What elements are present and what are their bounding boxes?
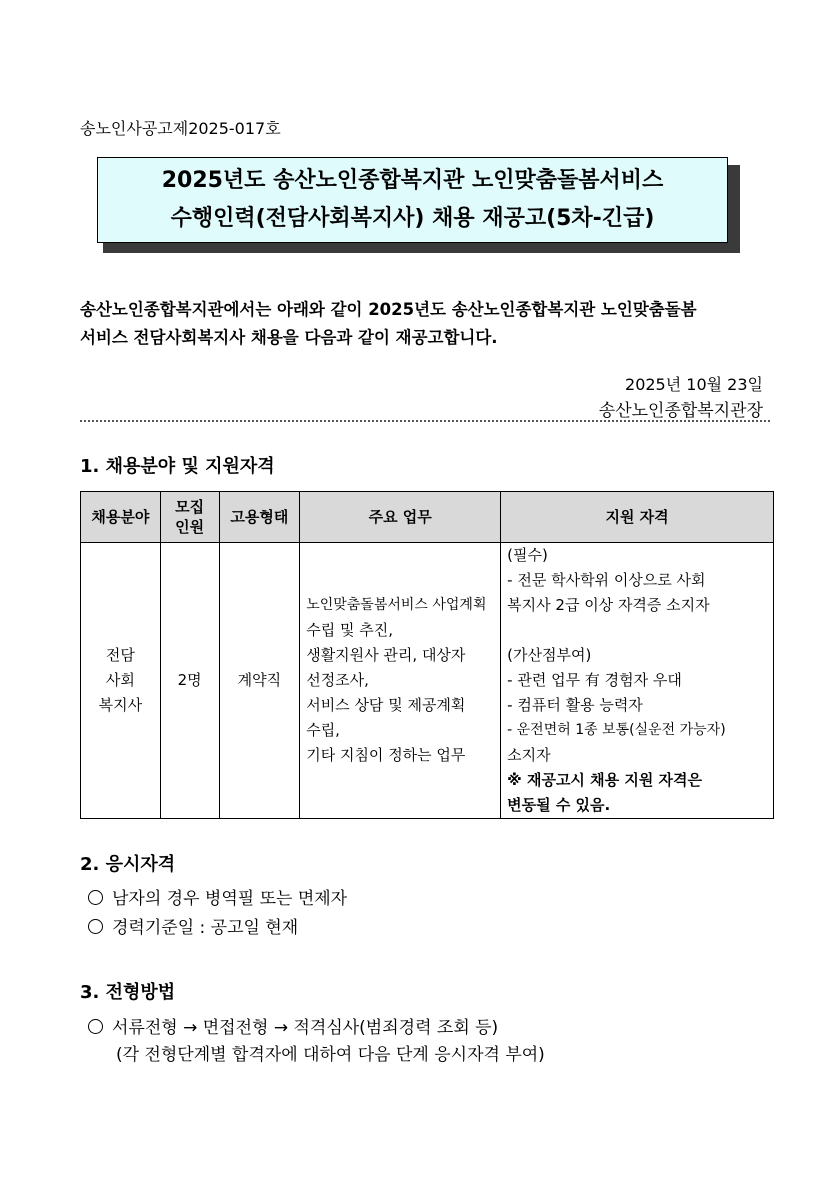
duty-line: 서비스 상담 및 제공계획 xyxy=(306,696,466,714)
circle-bullet-icon xyxy=(88,919,103,934)
notice-number: 송노인사공고제2025-017호 xyxy=(80,119,281,138)
list-item xyxy=(88,913,298,938)
qual-note-line-2: 변동될 수 있음. xyxy=(507,796,611,814)
list-item-text: 남자의 경우 병역필 또는 면제자 xyxy=(112,889,348,909)
recruitment-table xyxy=(80,491,774,819)
title-box xyxy=(97,157,728,243)
list-item xyxy=(88,884,347,909)
qual-line: - 컴퓨터 활용 능력자 xyxy=(507,696,643,714)
title-line-1: 2025년도 송산노인종합복지관 노인맞춤돌봄서비스 xyxy=(161,168,664,193)
duty-line: 생활지원사 관리, 대상자 xyxy=(306,646,466,664)
circle-bullet-icon xyxy=(88,890,103,905)
field-line-1: 전담 xyxy=(105,646,135,664)
header-field: 채용분야 xyxy=(81,492,161,543)
section-3-title: 3. 전형방법 xyxy=(80,982,176,1003)
table-header-row xyxy=(81,492,774,543)
duty-line: 기타 지침이 정하는 업무 xyxy=(306,746,466,764)
title-line-2: 수행인력(전담사회복지사) 채용 재공고(5차-긴급) xyxy=(170,206,655,231)
duty-line: 수립 및 추진, xyxy=(306,621,393,639)
cell-type: 계약직 xyxy=(219,543,300,819)
qual-line: - 운전면허 1종 보통(실운전 가능자) xyxy=(507,722,726,738)
duty-line: 노인맞춤돌봄서비스 사업계획 xyxy=(306,597,487,613)
header-count-line-2: 인원 xyxy=(175,518,205,536)
qual-line: - 전문 학사학위 이상으로 사회 xyxy=(507,571,706,589)
qual-line xyxy=(507,618,767,643)
intro-line-1: 송산노인종합복지관에서는 아래와 같이 2025년도 송산노인종합복지관 노인맞춤돌봄 xyxy=(80,300,697,319)
cell-field xyxy=(81,543,161,819)
list-item-text: 경력기준일 : 공고일 현재 xyxy=(112,918,299,938)
list-item xyxy=(88,1013,498,1038)
section-2-title: 2. 응시자격 xyxy=(80,854,176,875)
qual-line: (필수) xyxy=(507,546,548,564)
duty-line: 선정조사, xyxy=(306,671,369,689)
circle-bullet-icon xyxy=(88,1019,103,1034)
list-item-text: 서류전형 → 면접전형 → 적격심사(범죄경력 조회 등) xyxy=(112,1018,499,1038)
header-count-line-1: 모집 xyxy=(175,498,205,516)
dotted-divider xyxy=(80,420,770,422)
header-duties: 주요 업무 xyxy=(300,492,501,543)
cell-duties xyxy=(300,543,501,819)
field-line-3: 복지사 xyxy=(98,696,143,714)
intro-line-2: 서비스 전담사회복지사 채용을 다음과 같이 재공고합니다. xyxy=(80,328,498,347)
header-qualifications: 지원 자격 xyxy=(501,492,774,543)
qual-line: (가산점부여) xyxy=(507,646,592,664)
field-line-2: 사회 xyxy=(105,671,135,689)
cell-qualifications xyxy=(501,543,774,819)
table-row xyxy=(81,543,774,819)
notice-date: 2025년 10월 23일 xyxy=(625,375,763,394)
qual-line: - 관련 업무 有 경험자 우대 xyxy=(507,671,682,689)
header-type: 고용형태 xyxy=(219,492,300,543)
section-1-title: 1. 채용분야 및 지원자격 xyxy=(80,456,275,477)
cell-count: 2명 xyxy=(160,543,219,819)
header-count xyxy=(160,492,219,543)
intro-paragraph xyxy=(80,296,770,352)
qual-note-line-1: ※ 재공고시 채용 지원 자격은 xyxy=(507,771,703,789)
selection-note: (각 전형단계별 합격자에 대하여 다음 단계 응시자격 부여) xyxy=(116,1045,545,1065)
duty-line: 수립, xyxy=(306,721,340,739)
qual-line: 복지사 2급 이상 자격증 소지자 xyxy=(507,596,710,614)
issuer-name: 송산노인종합복지관장 xyxy=(598,401,763,421)
qual-line: 소지자 xyxy=(507,746,551,764)
